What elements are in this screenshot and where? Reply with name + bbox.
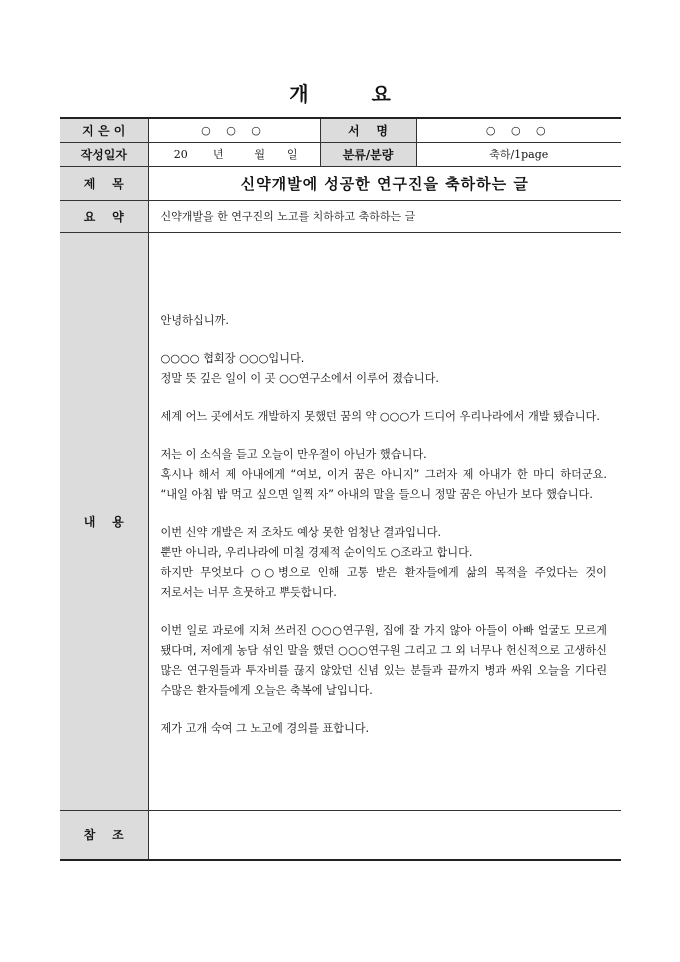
date-day-unit: 일 [286,148,298,161]
content-paragraph: 이번 일로 과로에 지쳐 쓰러진 ○○○연구원, 집에 잘 가지 않아 아들이 아빠 얼굴도 모르게 됐다며, 저에게 농담 섞인 말을 했던 ○○○연구원 그리고 그 외 너무나 헌신적으로 고생하신 많은 연구원들과 투자비를 끊지 않았던 신념 있는 분들과 끝까지 병과 싸워 오늘을 기다린 수많은 환자들에게 오늘은 축복에 날입니다. [160,624,607,697]
date-value [148,142,320,166]
summary-value: 신약개발을 한 연구진의 노고를 치하하고 축하하는 글 [148,200,621,232]
reference-value [148,810,621,860]
overview-form [60,117,621,861]
subject-value: 신약개발에 성공한 연구진을 축하하는 글 [148,166,621,200]
signature-value: ○ ○ ○ [416,118,621,142]
content-body [148,232,621,810]
content-paragraph: 이번 신약 개발은 저 조차도 예상 못한 엄청난 결과입니다. 뿐만 아니라, 우리나라에 미칠 경제적 순이익도 ○조라고 합니다. 하지만 무엇보다 ○○병으로 인해 고통 받은 환자들에게 삶의 목적을 주었다는 것이 저로서는 너무 흐뭇하고 뿌듯합니다. [160,526,607,599]
signature-label: 서 명 [320,118,416,142]
content-paragraph: 저는 이 소식을 듣고 오늘이 만우절이 아닌가 했습니다. 혹시나 해서 제 아내에게 “여보, 이거 꿈은 아니지” 그러자 제 아내가 한 마디 하더군요. “내일 아침 밥 먹고 싶으면 일찍 자” 아내의 말을 들으니 정말 꿈은 아닌가 보다 했습니다. [160,448,607,501]
date-label: 작성일자 [60,142,148,166]
author-label: 지 은 이 [60,118,148,142]
category-label: 분류/분량 [320,142,416,166]
content-paragraph: 세계 어느 곳에서도 개발하지 못했던 꿈의 약 ○○○가 드디어 우리나라에서 개발 됐습니다. [160,410,600,423]
content-row [60,232,621,810]
content-paragraph: ○○○○ 협회장 ○○○입니다. 정말 뜻 깊은 일이 이 곳 ○○연구소에서 이루어 졌습니다. [160,352,439,385]
subject-row [60,166,621,200]
author-value: ○ ○ ○ [148,118,320,142]
author-row [60,118,621,142]
page-title: 개 요 [289,82,419,106]
content-paragraph: 제가 고개 숙여 그 노고에 경의를 표합니다. [160,722,370,735]
summary-row [60,200,621,232]
content-paragraph: 안녕하십니까. [160,314,229,327]
reference-row [60,810,621,860]
date-year: 20 [173,148,188,161]
reference-label: 참 조 [60,810,148,860]
date-year-unit: 년 [212,148,224,161]
summary-label: 요 약 [60,200,148,232]
content-label: 내 용 [60,232,148,810]
date-row [60,142,621,166]
category-value: 축하/1page [416,142,621,166]
date-month-unit: 월 [254,148,266,161]
subject-label: 제 목 [60,166,148,200]
